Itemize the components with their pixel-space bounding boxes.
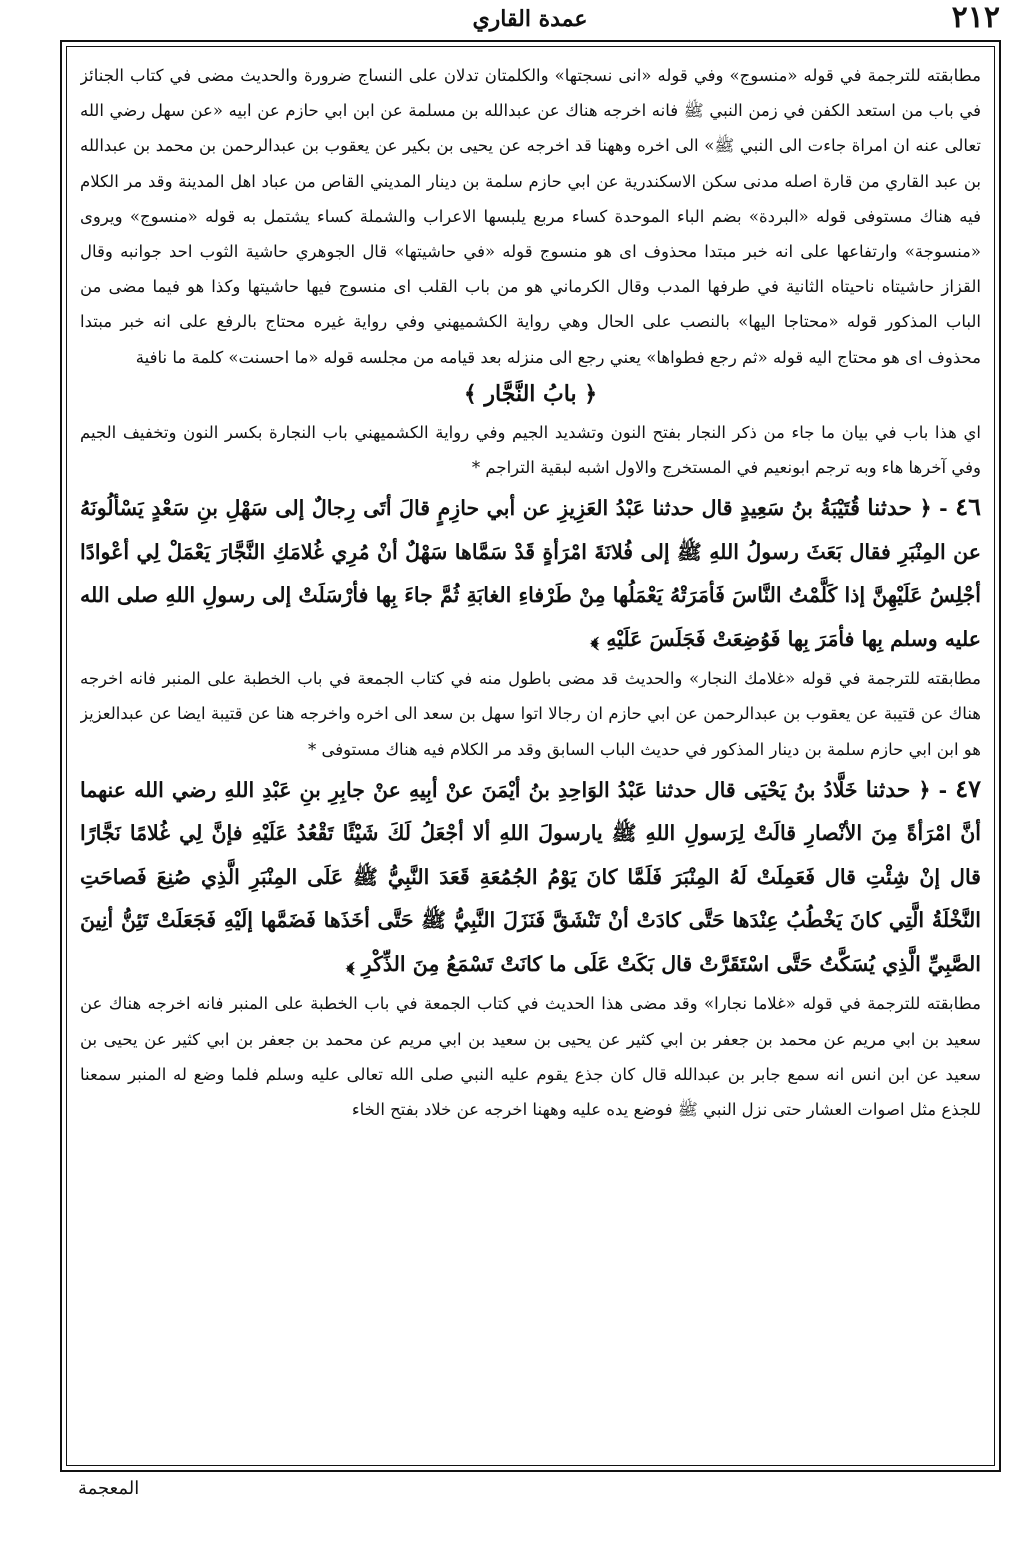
page-body — [80, 58, 981, 1460]
text-frame — [60, 40, 1001, 1472]
hadith-text: خَلَّادُ بنُ يَحْيَى قال حدثنا عَبْدُ الوَاحِدِ بنُ أيْمَنَ عنْ أبِيهِ عنْ جابِرِ بنِ عَبْدِ اللهِ رضي الله عنهما أنَّ امْرَأةً مِنَ الأنْصارِ قالَتْ لِرَسولِ اللهِ ﷺ يارسولَ اللهِ ألا أجْعَلُ لَكَ شَيْئًا تَقْعُدُ عَلَيْهِ فإنَّ لِي غُلامًا نَجَّارًا قال إنْ شِئْتِ قال فَعَمِلَتْ لَهُ المِنْبَرَ فَلَمَّا كانَ يَوْمُ الجُمُعَةِ قَعَدَ النَّبِيُّ ﷺ عَلَى المِنْبَرِ الَّذِي صُنِعَ فَصاحَتِ النَّخْلَةُ الَّتِي كانَ يَخْطُبُ عِنْدَها حَتَّى كادَتْ أنْ تَنْشَقَّ فَنَزَلَ النَّبِيُّ ﷺ حَتَّى أخَذَها فَضَمَّها إلَيْهِ فَجَعَلَتْ تَئِنُّ أنِينَ الصَّبِيِّ الَّذِي يُسَكَّتُ حَتَّى اسْتَقَرَّتْ قال بَكَتْ عَلَى ما كانَتْ تَسْمَعُ مِنَ الذِّكْرِ ﴾ — [80, 777, 981, 976]
commentary-paragraph: مطابقته للترجمة في قوله «منسوج» وفي قوله «انى نسجتها» والكلمتان تدلان على النساج ضرورة والحديث مضى في كتاب الجنائز في باب من استعد الكفن في زمن النبي ﷺ فانه اخرجه هناك عن عبدالله بن مسلمة عن ابن ابي حازم عن ابيه «عن سهل رضي الله تعالى عنه ان امراة جاءت الى النبي ﷺ» الى اخره وههنا قد اخرجه عن يحيى بن بكير عن يعقوب بن عبدالرحمن بن محمد بن عبدالله بن عبد القاري من قارة اصله مدنى سكن الاسكندرية عن ابي حازم سلمة بن دينار المديني القاص من عباد اهل المدينة وقد مر الكلام فيه هناك مستوفى قوله «البردة» بضم الباء الموحدة كساء مربع يلبسها الاعراب والشملة كساء يشتمل به قوله «منسوج» ويروى «منسوجة» وارتفاعها على انه خبر مبتدا محذوف اى هو منسوج قوله «في حاشيتها» قال الجوهري حاشية الثوب احد جوانبه وقال القزاز حاشيتاه ناحيتاه الثانية في طرفها المدب وقال الكرماني هو من باب القلب اى منسوج فيها حاشيتها وكذا هو فيما مضى من الباب المذكور قوله «محتاجا اليها» بالنصب على الحال وهي رواية الكشميهني وفي رواية غيره محتاج بالرفع على انه خبر مبتدا محذوف اى هو محتاج اليه قوله «ثم رجع فطواها» يعني رجع الى منزله بعد قيامه من مجلسه قوله «ما احسنت» كلمة ما نافية — [80, 66, 981, 367]
hadith-chain-opener: حدثنا — [865, 776, 911, 803]
hadith-paragraph: ٤٧ - ﴿ حدثنا خَلَّادُ بنُ يَحْيَى قال حدثنا عَبْدُ الوَاحِدِ بنُ أيْمَنَ عنْ أبِيهِ عنْ جابِرِ بنِ عَبْدِ اللهِ رضي الله عنهما أنَّ امْرَأةً مِنَ الأنْصارِ قالَتْ لِرَسولِ اللهِ ﷺ يارسولَ اللهِ ألا أجْعَلُ لَكَ شَيْئًا تَقْعُدُ عَلَيْهِ فإنَّ لِي غُلامًا نَجَّارًا قال إنْ شِئْتِ قال فَعَمِلَتْ لَهُ المِنْبَرَ فَلَمَّا كانَ يَوْمُ الجُمُعَةِ قَعَدَ النَّبِيُّ ﷺ عَلَى المِنْبَرِ الَّذِي صُنِعَ فَصاحَتِ النَّخْلَةُ الَّتِي كانَ يَخْطُبُ عِنْدَها حَتَّى كادَتْ أنْ تَنْشَقَّ فَنَزَلَ النَّبِيُّ ﷺ حَتَّى أخَذَها فَضَمَّها إلَيْهِ فَجَعَلَتْ تَئِنُّ أنِينَ الصَّبِيِّ الَّذِي يُسَكَّتُ حَتَّى اسْتَقَرَّتْ قال بَكَتْ عَلَى ما كانَتْ تَسْمَعُ مِنَ الذِّكْرِ ﴾ — [80, 773, 981, 976]
commentary-paragraph: مطابقته للترجمة في قوله «غلاما نجارا» وقد مضى هذا الحديث في كتاب الجمعة في باب الخطبة على المنبر فانه اخرجه هناك عن سعيد بن ابي مريم عن محمد بن جعفر بن ابي كثير عن يحيى بن سعيد بن ابي مريم عن محمد بن جعفر بن ابي كثير عن يحيى بن سعيد عن ابن انس انه سمع جابر بن عبدالله قال كان جذع يقوم عليه النبي صلى الله تعالى عليه وسلم فلما وضع له المنبر سمعنا للجذع مثل اصوات العشار حتى نزل النبي ﷺ فوضع يده عليه وههنا اخرجه عن خلاد بفتح الخاء — [80, 994, 981, 1119]
hadith-number: ٤٦ — [955, 492, 981, 522]
running-title: عمدة القاري — [472, 6, 588, 32]
page-number: ٢١٢ — [951, 0, 1000, 35]
hadith-number: ٤٧ — [955, 773, 981, 803]
catchword: المعجمة — [78, 1478, 140, 1499]
hadith-text: قُتَيْبَةُ بنُ سَعِيدٍ قال حدثنا عَبْدُ العَزِيزِ عن أبي حازِمٍ قالَ أتَى رِجالٌ إلى سَهْلِ بنِ سَعْدٍ يَسْألُونَهُ عن المِنْبَرِ فقال بَعَثَ رسولُ اللهِ ﷺ إلى فُلانَةَ امْرَأةٍ قَدْ سَمَّاها سَهْلٌ أنْ مُرِي غُلامَكِ النَّجَّارَ يَعْمَلْ لِي أعْوادًا أجْلِسُ عَلَيْهِنَّ إذا كَلَّمْتُ النَّاسَ فَأمَرَتْهُ يَعْمَلُها مِنْ طَرْفاءِ الغابَةِ ثُمَّ جاءَ بِها فأرْسَلَتْ إلى رسولِ اللهِ صلى الله عليه وسلم بِها فأمَرَ بِها فَوُضِعَتْ فَجَلَسَ عَلَيْهِ ﴾ — [80, 496, 981, 651]
chapter-heading: ﴿ بابُ النَّجَّار ﴾ — [463, 380, 598, 407]
commentary-paragraph: اي هذا باب في بيان ما جاء من ذكر النجار بفتح النون وتشديد الجيم وفي رواية الكشميهني باب النجارة بكسر النون وتخفيف الجيم وفي آخرها هاء وبه ترجم ابونعيم في المستخرج والاول اشبه لبقية التراجم * — [80, 422, 981, 478]
hadith-paragraph: ٤٦ - ﴿ حدثنا قُتَيْبَةُ بنُ سَعِيدٍ قال حدثنا عَبْدُ العَزِيزِ عن أبي حازِمٍ قالَ أتَى رِجالٌ إلى سَهْلِ بنِ سَعْدٍ يَسْألُونَهُ عن المِنْبَرِ فقال بَعَثَ رسولُ اللهِ ﷺ إلى فُلانَةَ امْرَأةٍ قَدْ سَمَّاها سَهْلٌ أنْ مُرِي غُلامَكِ النَّجَّارَ يَعْمَلْ لِي أعْوادًا أجْلِسُ عَلَيْهِنَّ إذا كَلَّمْتُ النَّاسَ فَأمَرَتْهُ يَعْمَلُها مِنْ طَرْفاءِ الغابَةِ ثُمَّ جاءَ بِها فأرْسَلَتْ إلى رسولِ اللهِ صلى الله عليه وسلم بِها فأمَرَ بِها فَوُضِعَتْ فَجَلَسَ عَلَيْهِ ﴾ — [80, 492, 981, 651]
hadith-chain-opener: حدثنا — [867, 495, 913, 522]
commentary-paragraph: مطابقته للترجمة في قوله «غلامك النجار» والحديث قد مضى باطول منه في كتاب الجمعة في باب الخطبة على المنبر فانه اخرجه هناك عن قتيبة عن يعقوب بن عبدالرحمن عن ابي حازم ان رجالا اتوا سهل بن سعد الى اخره واخرجه هنا عن قتيبة ايضا عن عبدالعزيز هو ابن ابي حازم سلمة بن دينار المذكور في حديث الباب السابق وقد مر الكلام فيه هناك مستوفى * — [80, 669, 981, 759]
page-header — [60, 0, 1000, 40]
